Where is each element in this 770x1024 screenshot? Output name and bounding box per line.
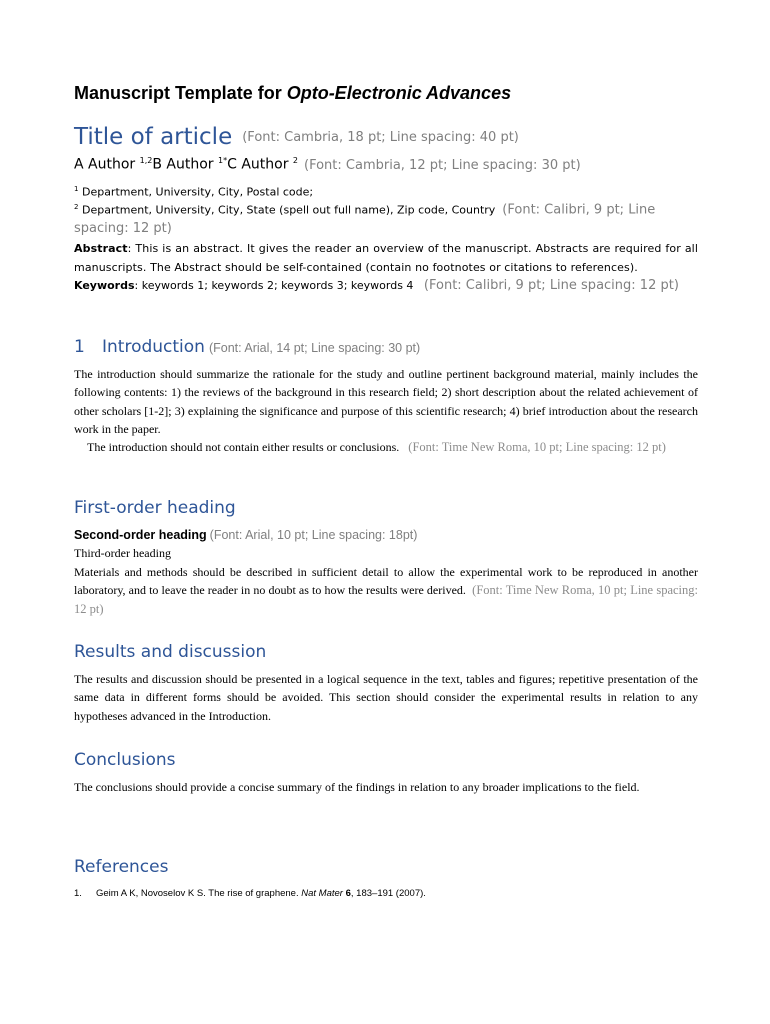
keywords-label: Keywords [74,279,135,292]
article-title-text: Title of article [74,124,233,150]
introduction-body-font-note: (Font: Time New Roma, 10 pt; Line spacing: 12 pt) [408,440,666,454]
introduction-font-note: (Font: Arial, 14 pt; Line spacing: 30 pt) [208,341,421,355]
affiliation-font-note: (Font: Calibri, 9 pt; Line spacing: 12 pt) [74,202,656,236]
results-paragraph: The results and discussion should be presented in a logical sequence in the text, tables and figures; repetitive presentation of the same data in different forms should be avoided. This section should consider the experimental results in relation to any hypotheses advanced in the Introduction. [74,672,698,723]
results-heading: Results and discussion [74,642,267,662]
introduction-heading: 1 Introduction (Font: Arial, 14 pt; Line spacing: 30 pt) [74,337,421,357]
affiliation-1: $^1$ Department, University, City, Postal code; [74,185,314,199]
article-title [74,124,698,150]
author-c: C Author [227,156,289,173]
reference-item: 1. Geim A K, Novoselov K S. The rise of graphene. Nat Mater 6, 183–191 (2007). [74,888,426,899]
abstract: Abstract: This is an abstract. It gives the reader an overview of the manuscript. Abstracts are required for all manuscripts. The Abstract should be self-contained (contain no footnotes or citations to references). [74,242,698,274]
references-heading: References [74,857,169,877]
second-order-font-note: (Font: Arial, 10 pt; Line spacing: 18pt) [209,528,418,542]
conclusions-heading: Conclusions [74,750,176,770]
third-order-heading: Third-order heading [74,546,171,560]
first-order-heading: First-order heading [74,498,236,518]
authors-font-note: (Font: Cambria, 12 pt; Line spacing: 30 pt) [304,157,581,173]
affiliation-2: $^2$ Department, University, City, State (spell out full name), Zip code, Country (Font: Calibri, 9 pt; Line spacing: 12 pt) [74,202,656,236]
article-title-font-note: (Font: Cambria, 18 pt; Line spacing: 40 pt) [242,130,519,145]
methods-paragraph: Materials and methods should be described in sufficient detail to allow the experimental work to be reproduced in another laboratory, and to leave the reader in no doubt as to how the results were derived. (Font: Time New Roma, 10 pt; Line spacing: 12 pt) [74,565,698,616]
introduction-paragraph-2: The introduction should not contain either results or conclusions. (Font: Time New Roma, 10 pt; Line spacing: 12 pt) [87,440,666,454]
conclusions-paragraph: The conclusions should provide a concise summary of the findings in relation to any broader implications to the field. [74,780,640,794]
author-a: A Author [74,156,136,173]
keywords-font-note: (Font: Calibri, 9 pt; Line spacing: 12 pt) [423,278,679,293]
second-order-heading: Second-order heading (Font: Arial, 10 pt; Line spacing: 18pt) [74,528,418,542]
author-b: B Author [152,156,214,173]
keywords: Keywords: keywords 1; keywords 2; keywords 3; keywords 4 (Font: Calibri, 9 pt; Line spacing: 12 pt) [74,278,679,293]
methods-font-note: (Font: Time New Roma, 10 pt; Line spacing: 12 pt) [74,583,698,616]
abstract-label: Abstract [74,242,128,255]
author-line: A Author $^{1,2}$B Author $^{1*}$C Author $^2$ (Font: Cambria, 12 pt; Line spacing: 30 pt) [74,156,581,173]
template-title: Manuscript Template for Opto-Electronic Advances [74,83,512,103]
introduction-paragraph-1: The introduction should summarize the rationale for the study and outline pertinent background material, mainly includes the following contents: 1) the reviews of the background in this research field; 2) short description about the related achievement of other scholars [1-2]; 3) explaining the significance and purpose of this scientific research; 4) brief introduction about the research work in the paper. [74,367,698,436]
